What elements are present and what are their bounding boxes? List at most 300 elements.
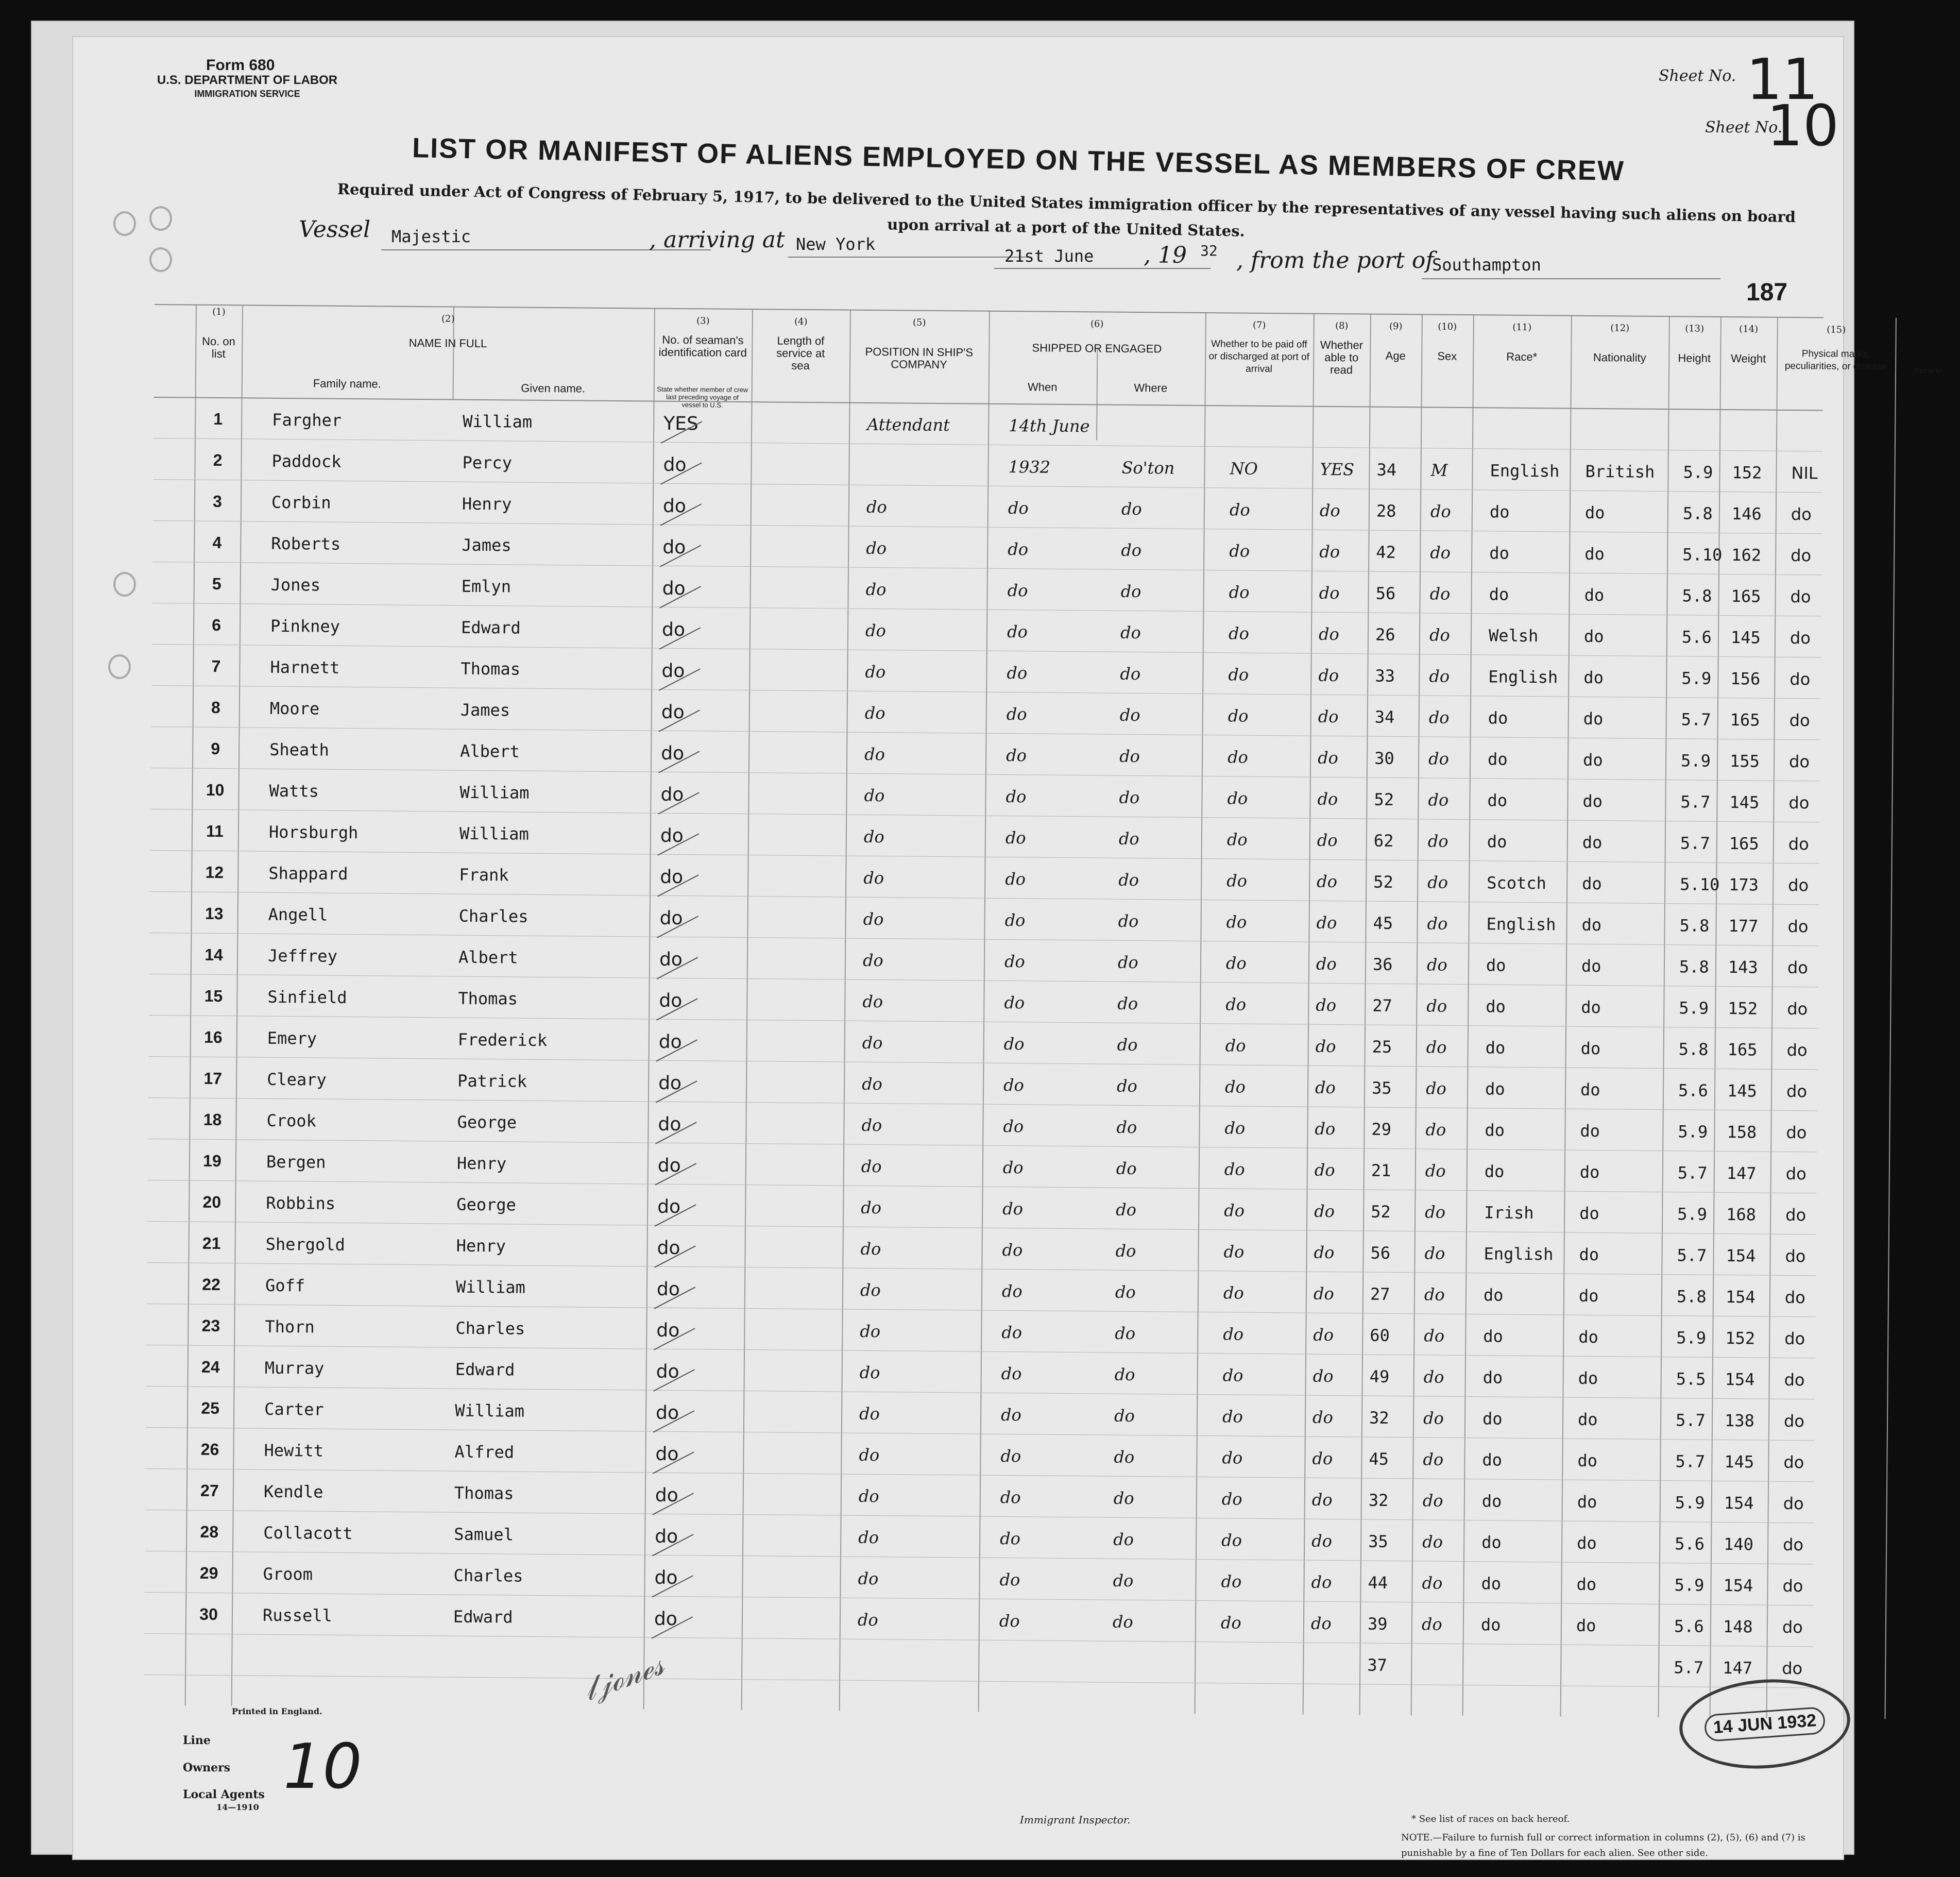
nationality: do xyxy=(1578,1368,1598,1389)
weight: 154 xyxy=(1724,1493,1754,1513)
races-footnote: * See list of races on back hereof. xyxy=(1411,1814,1570,1824)
shipped-when: do xyxy=(1007,581,1028,601)
age: 52 xyxy=(1373,872,1393,892)
age: 37 xyxy=(1367,1655,1388,1675)
shipped-when: do xyxy=(1005,787,1027,807)
able-to-read: do xyxy=(1317,830,1338,851)
age: 27 xyxy=(1372,995,1393,1016)
row-number: 22 xyxy=(202,1275,220,1294)
given-name: Percy xyxy=(462,452,513,473)
paid-off: do xyxy=(1225,953,1247,973)
id-card: do xyxy=(657,1196,681,1218)
race: do xyxy=(1484,1161,1505,1181)
nationality: do xyxy=(1584,585,1605,605)
row-number: 30 xyxy=(199,1604,218,1624)
physical-marks: do xyxy=(1785,1246,1806,1266)
paid-off: do xyxy=(1222,1448,1243,1468)
row-number: 24 xyxy=(201,1357,220,1377)
id-card: do xyxy=(659,949,683,971)
given-name: Edward xyxy=(453,1607,513,1627)
paid-off: do xyxy=(1223,1242,1245,1262)
age: 35 xyxy=(1368,1531,1388,1551)
race: do xyxy=(1485,1120,1505,1140)
weight: 152 xyxy=(1725,1328,1756,1348)
col-num-11: (11) xyxy=(1512,322,1532,333)
weight: 143 xyxy=(1728,957,1758,977)
race: do xyxy=(1485,1079,1505,1099)
shipped-when: do xyxy=(1008,539,1029,560)
family-name: Jeffrey xyxy=(267,945,338,966)
family-name: Thorn xyxy=(265,1316,315,1337)
from-port-label: , from the port of xyxy=(1236,247,1434,274)
height: 5.9 xyxy=(1679,998,1709,1018)
paid-off: do xyxy=(1228,747,1249,767)
race: English xyxy=(1486,914,1556,935)
row-number: 20 xyxy=(202,1192,221,1212)
col-header-card-note: State whether member of crew last preceding voyage of vessel to U.S. xyxy=(657,385,748,409)
given-name: George xyxy=(456,1194,517,1215)
sex: do xyxy=(1422,1573,1443,1593)
row-number: 28 xyxy=(200,1522,219,1542)
given-name: Albert xyxy=(460,741,520,762)
position: do xyxy=(860,1321,881,1342)
able-to-read: do xyxy=(1313,1366,1334,1386)
weight: 155 xyxy=(1729,751,1760,771)
height: 5.7 xyxy=(1675,1410,1706,1430)
position: do xyxy=(862,991,883,1012)
nationality: do xyxy=(1583,708,1604,729)
given-name: William xyxy=(463,411,533,432)
nationality: do xyxy=(1582,873,1602,894)
able-to-read: do xyxy=(1319,583,1340,603)
nationality: do xyxy=(1581,997,1601,1018)
position: do xyxy=(858,1568,879,1589)
sex: do xyxy=(1428,707,1450,728)
given-name: Thomas xyxy=(454,1483,514,1503)
race: English xyxy=(1490,461,1560,481)
physical-marks: do xyxy=(1789,710,1810,731)
paid-off: do xyxy=(1221,1489,1242,1509)
height: 5.8 xyxy=(1676,1287,1707,1307)
physical-marks: do xyxy=(1785,1205,1806,1225)
id-card: do xyxy=(656,1361,679,1383)
age: 42 xyxy=(1376,542,1396,562)
row-number: 6 xyxy=(212,615,221,635)
position: do xyxy=(865,620,886,641)
age: 27 xyxy=(1370,1284,1390,1304)
nationality: do xyxy=(1580,1038,1601,1059)
row-number: 8 xyxy=(211,698,220,717)
able-to-read: do xyxy=(1314,1160,1335,1180)
vessel-name: Majestic xyxy=(391,227,471,246)
department-name: U.S. DEPARTMENT OF LABOR xyxy=(157,73,338,87)
able-to-read: do xyxy=(1318,624,1339,645)
given-name: George xyxy=(457,1112,517,1132)
given-name: Edward xyxy=(455,1359,515,1380)
age: 21 xyxy=(1371,1160,1391,1180)
age: 29 xyxy=(1371,1119,1392,1139)
shipped-when: do xyxy=(1000,1487,1021,1508)
inspector-label: Immigrant Inspector. xyxy=(1020,1814,1131,1826)
physical-marks: do xyxy=(1787,957,1809,978)
able-to-read: do xyxy=(1311,1490,1333,1510)
family-name: Corbin xyxy=(271,492,331,513)
year-prefix: , 19 xyxy=(1144,242,1187,268)
shipped-when: do xyxy=(1004,910,1026,931)
row-number xyxy=(185,1646,232,1647)
race: do xyxy=(1487,832,1507,852)
nationality: do xyxy=(1578,1327,1599,1347)
age: 32 xyxy=(1369,1408,1389,1428)
position: do xyxy=(859,1362,880,1383)
family-name: Hewitt xyxy=(264,1440,324,1461)
shipped-where: do xyxy=(1119,787,1140,808)
shipped-where: do xyxy=(1113,1488,1134,1509)
id-card: do xyxy=(662,578,686,600)
height: 5.8 xyxy=(1682,586,1712,606)
height: 5.9 xyxy=(1681,668,1712,688)
shipped-when: do xyxy=(1000,1405,1022,1425)
id-card: do xyxy=(656,1320,680,1342)
physical-marks: do xyxy=(1787,999,1808,1019)
shipped-where: do xyxy=(1116,1076,1138,1096)
nationality: do xyxy=(1580,1121,1600,1141)
family-name: Shappard xyxy=(268,863,348,884)
col-num-2: (2) xyxy=(441,313,455,325)
weight: 147 xyxy=(1726,1163,1757,1183)
age: 25 xyxy=(1372,1037,1392,1057)
port-rule xyxy=(1422,278,1720,279)
family-name: Fargher xyxy=(272,410,342,430)
given-name: Thomas xyxy=(461,658,521,679)
able-to-read: do xyxy=(1314,1201,1335,1222)
id-card: do xyxy=(660,866,684,888)
race: do xyxy=(1481,1491,1502,1511)
family-name: Sheath xyxy=(269,739,329,760)
sex: do xyxy=(1429,625,1450,645)
family-name: Cleary xyxy=(267,1069,327,1090)
id-card: do xyxy=(660,825,684,847)
id-card: do xyxy=(654,1567,678,1589)
race: do xyxy=(1485,1038,1506,1058)
nationality: do xyxy=(1576,1574,1597,1595)
row-number: 26 xyxy=(200,1440,219,1459)
col-num-5: (5) xyxy=(912,317,926,328)
family-name: Moore xyxy=(269,698,320,719)
race: do xyxy=(1481,1532,1502,1552)
given-name: Charles xyxy=(455,1318,525,1339)
col-num-4: (4) xyxy=(794,316,808,327)
given-name: William xyxy=(459,782,530,803)
weight: 168 xyxy=(1726,1205,1757,1225)
physical-marks: do xyxy=(1783,1534,1804,1555)
given-name: James xyxy=(462,535,512,555)
row-number: 7 xyxy=(211,656,221,676)
weight: 152 xyxy=(1728,999,1758,1019)
weight: 173 xyxy=(1729,875,1759,895)
sex: do xyxy=(1423,1367,1444,1387)
row-number: 18 xyxy=(203,1110,222,1129)
nationality: do xyxy=(1584,502,1605,523)
physical-marks: do xyxy=(1788,751,1810,772)
paid-off: do xyxy=(1228,665,1249,685)
position: do xyxy=(864,703,885,723)
shipped-when: do xyxy=(1002,1198,1024,1219)
sex: do xyxy=(1429,666,1450,686)
sheet-label-front: Sheet No. xyxy=(1705,119,1783,137)
sex: do xyxy=(1430,543,1451,563)
physical-marks: do xyxy=(1784,1328,1805,1349)
position: do xyxy=(865,662,886,682)
position: do xyxy=(866,538,887,559)
nationality: do xyxy=(1578,1286,1599,1306)
sex: do xyxy=(1421,1614,1442,1634)
weight: 177 xyxy=(1728,916,1759,936)
weight: 156 xyxy=(1730,669,1761,689)
footer-owners-label: Owners xyxy=(183,1761,231,1774)
physical-marks: do xyxy=(1791,545,1812,566)
age: 45 xyxy=(1369,1449,1389,1469)
age: 52 xyxy=(1374,789,1394,809)
weight: 154 xyxy=(1726,1246,1756,1266)
given-name: Albert xyxy=(458,947,518,968)
weight: 140 xyxy=(1724,1534,1754,1554)
able-to-read: do xyxy=(1318,706,1339,727)
physical-marks: do xyxy=(1785,1163,1806,1184)
sex: do xyxy=(1424,1243,1445,1263)
height: 5.9 xyxy=(1675,1493,1705,1513)
col-header-race: Race* xyxy=(1506,350,1538,364)
weight: 147 xyxy=(1723,1658,1753,1678)
physical-marks: do xyxy=(1782,1658,1803,1679)
race: do xyxy=(1482,1367,1503,1388)
row-number: 19 xyxy=(203,1151,221,1171)
height: 5.9 xyxy=(1674,1575,1705,1595)
age: 32 xyxy=(1368,1490,1389,1510)
nationality: do xyxy=(1580,1079,1600,1100)
row-number: 13 xyxy=(204,904,224,923)
paid-off: do xyxy=(1227,788,1248,808)
col-header-family: Family name. xyxy=(313,377,381,391)
shipped-when: do xyxy=(1003,1116,1024,1137)
family-name: Watts xyxy=(269,781,319,801)
race: do xyxy=(1489,584,1509,604)
position: do xyxy=(860,1280,881,1300)
punch-ring xyxy=(108,654,131,679)
height: 5.6 xyxy=(1674,1616,1704,1636)
weight: 146 xyxy=(1731,504,1762,524)
shipped-where: do xyxy=(1116,1117,1137,1138)
nationality: do xyxy=(1579,1244,1599,1265)
paid-off: do xyxy=(1229,582,1250,602)
height: 5.9 xyxy=(1678,1122,1708,1142)
paid-off: do xyxy=(1221,1530,1242,1550)
shipped-when: do xyxy=(1007,622,1028,642)
given-name: Henry xyxy=(456,1153,507,1174)
family-name: Crook xyxy=(266,1110,317,1131)
id-card: do xyxy=(660,784,684,806)
position: Attendant xyxy=(867,414,950,435)
row-number: 2 xyxy=(213,450,223,470)
nationality: do xyxy=(1583,626,1604,647)
family-name: Kendle xyxy=(263,1481,323,1502)
race: do xyxy=(1486,955,1506,975)
paid-off: NO xyxy=(1230,459,1258,479)
able-to-read: do xyxy=(1319,500,1340,521)
shipped-when: do xyxy=(1006,746,1027,766)
weight: 145 xyxy=(1724,1452,1754,1472)
position: do xyxy=(863,826,884,847)
able-to-read: do xyxy=(1316,954,1337,974)
sex: do xyxy=(1426,996,1447,1016)
shipped-where: do xyxy=(1118,828,1139,849)
race: do xyxy=(1482,1409,1503,1429)
shipped-when: do xyxy=(1007,663,1028,683)
shipped-where: do xyxy=(1114,1447,1135,1467)
paid-off: do xyxy=(1223,1324,1244,1344)
shipped-when: do xyxy=(1008,498,1029,518)
sex: do xyxy=(1425,1078,1447,1098)
shipped-where: do xyxy=(1115,1282,1136,1303)
shipped-where: do xyxy=(1118,870,1139,890)
row-number: 12 xyxy=(205,863,224,882)
given-name: Charles xyxy=(458,906,529,926)
family-name: Horsburgh xyxy=(268,822,359,843)
punch-ring xyxy=(149,206,172,231)
position: do xyxy=(862,950,883,971)
shipped-when: do xyxy=(999,1569,1020,1590)
age: 44 xyxy=(1368,1572,1388,1593)
age: 34 xyxy=(1374,707,1395,727)
paid-off: do xyxy=(1222,1365,1243,1385)
able-to-read: do xyxy=(1313,1325,1334,1345)
footer-agents-label: Local Agents xyxy=(183,1788,265,1801)
shipped-where: do xyxy=(1118,911,1139,932)
family-name: Roberts xyxy=(271,533,341,554)
shipped-when: do xyxy=(1001,1363,1022,1384)
given-name: Edward xyxy=(461,617,521,638)
age: 30 xyxy=(1374,748,1394,768)
position: do xyxy=(864,785,885,806)
shipped-where: do xyxy=(1120,581,1141,602)
service-name: IMMIGRATION SERVICE xyxy=(194,89,300,99)
race: Scotch xyxy=(1487,873,1546,893)
physical-marks: do xyxy=(1789,628,1811,648)
race: do xyxy=(1487,790,1508,810)
col-header-paid-off: Whether to be paid off or discharged at port of arrival xyxy=(1208,339,1310,375)
weight: 145 xyxy=(1729,792,1760,813)
given-name: Henry xyxy=(462,494,512,514)
given-name: Henry xyxy=(456,1236,506,1256)
position: do xyxy=(864,744,885,765)
family-name: Jones xyxy=(270,574,321,595)
age: 39 xyxy=(1367,1614,1388,1634)
col-num-7: (7) xyxy=(1252,319,1266,331)
given-name: Alfred xyxy=(454,1442,515,1462)
physical-marks: NIL xyxy=(1791,463,1818,483)
weight: 165 xyxy=(1730,710,1760,730)
shipped-when: do xyxy=(1003,1075,1025,1095)
able-to-read: YES xyxy=(1320,459,1355,480)
physical-marks: do xyxy=(1788,875,1809,895)
row-number: 9 xyxy=(211,739,220,758)
sex: do xyxy=(1423,1449,1444,1469)
age: 26 xyxy=(1375,624,1395,645)
id-card: do xyxy=(655,1526,678,1548)
id-card: do xyxy=(658,1113,681,1136)
row-number: 15 xyxy=(204,986,223,1006)
row-number: 21 xyxy=(202,1233,221,1253)
height: 5.7 xyxy=(1680,792,1711,812)
id-card: do xyxy=(656,1278,680,1300)
col-num-13: (13) xyxy=(1685,323,1705,334)
vessel-label: Vessel xyxy=(299,216,371,243)
sex: do xyxy=(1425,1161,1446,1181)
race: Irish xyxy=(1484,1203,1534,1223)
paid-off: do xyxy=(1228,623,1249,644)
shipped-where: do xyxy=(1117,952,1138,973)
race: do xyxy=(1488,708,1508,728)
height: 5.10 xyxy=(1682,545,1723,565)
family-name: Robbins xyxy=(266,1193,336,1213)
physical-marks: do xyxy=(1791,504,1812,525)
family-name: Pinkney xyxy=(270,616,340,636)
nationality: do xyxy=(1577,1533,1597,1553)
height: 5.7 xyxy=(1680,833,1710,853)
physical-marks: do xyxy=(1790,586,1811,607)
given-name: Samuel xyxy=(454,1524,514,1545)
height: 5.8 xyxy=(1679,916,1710,936)
physical-marks: do xyxy=(1782,1576,1803,1596)
race: English xyxy=(1484,1244,1554,1264)
height: 5.7 xyxy=(1677,1163,1708,1183)
physical-marks: do xyxy=(1786,1081,1808,1102)
weight: 165 xyxy=(1731,586,1761,606)
able-to-read: do xyxy=(1312,1448,1333,1469)
height: 5.9 xyxy=(1676,1328,1707,1348)
nationality: British xyxy=(1585,461,1655,482)
position: do xyxy=(858,1486,879,1507)
col-header-height: Height xyxy=(1678,351,1711,365)
family-name: Murray xyxy=(264,1358,325,1378)
shipped-where: do xyxy=(1116,1158,1137,1179)
row-number: 14 xyxy=(204,945,224,965)
id-card: do xyxy=(655,1402,679,1424)
id-card: do xyxy=(658,1072,682,1094)
height: 5.7 xyxy=(1681,709,1711,730)
age: 45 xyxy=(1373,913,1393,933)
family-name: Russell xyxy=(262,1605,333,1626)
weight: 145 xyxy=(1727,1081,1758,1101)
nationality: do xyxy=(1577,1450,1598,1471)
able-to-read: do xyxy=(1315,1077,1336,1098)
paid-off: do xyxy=(1226,871,1248,891)
arrival-port: New York xyxy=(796,234,876,254)
family-name: Goff xyxy=(265,1275,305,1296)
id-card: do xyxy=(657,1237,680,1259)
able-to-read: do xyxy=(1313,1283,1334,1304)
height: 5.6 xyxy=(1681,627,1712,647)
position: do xyxy=(858,1527,879,1548)
race: do xyxy=(1481,1574,1502,1594)
family-name: Paddock xyxy=(271,451,342,471)
shipped-where: do xyxy=(1116,1199,1137,1220)
col-header-remarks: Remarks xyxy=(1914,366,1944,375)
arriving-label: , arriving at xyxy=(649,227,785,253)
height: 5.8 xyxy=(1682,503,1713,523)
given-name: Frank xyxy=(459,865,509,885)
height: 5.5 xyxy=(1676,1369,1706,1389)
